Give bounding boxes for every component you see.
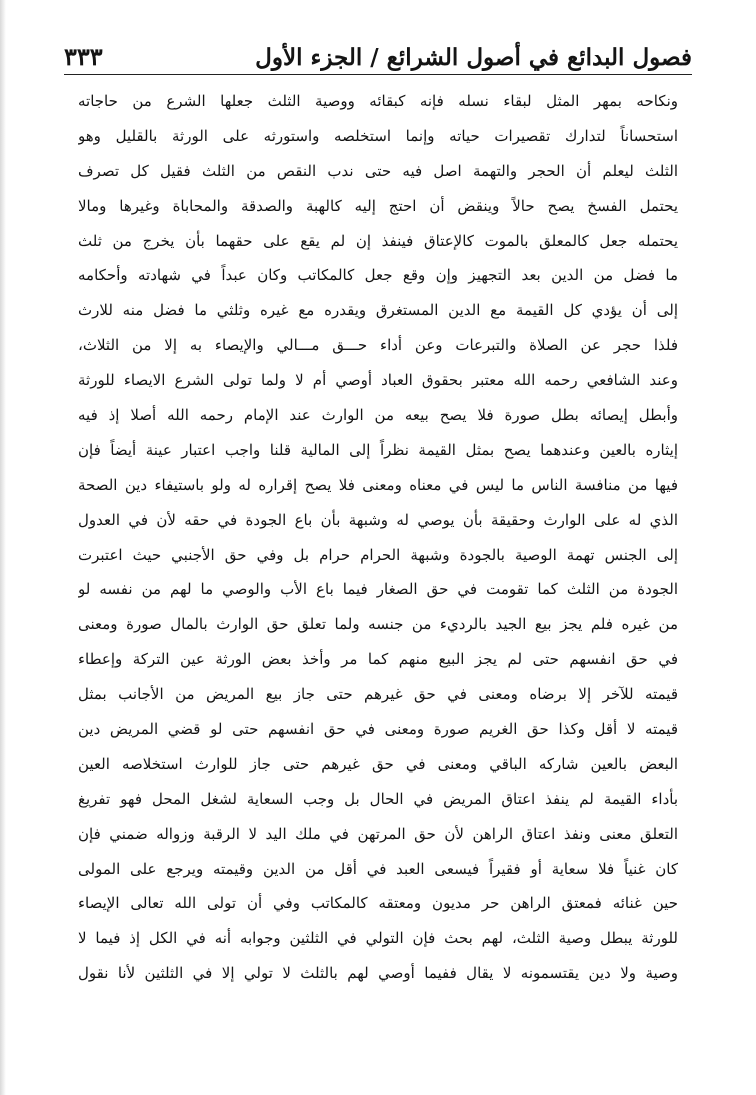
text-line: فلذا حجر عن الصلاة والتبرعات وعن أداء حـــق مـــالي والإيصاء به إلا من الثلاث، <box>78 336 678 355</box>
text-line: يحتمل الفسخ يصح حالاً وينقض أن احتج إليه كالهبة والصدقة والمحاباة وغيرها ومالا <box>78 196 678 215</box>
text-line: الذي له على الوارث وحقيقة بأن يوصي له وشبهة بأن باع الجودة في حقه لأن في العدول <box>78 510 678 529</box>
body-text <box>78 84 678 991</box>
page-header <box>64 28 692 72</box>
text-line: ونكاحه بمهر المثل لبقاء نسله فإنه كبقائه ووصية الثلث جعلها الشرع من حاجاته <box>78 92 678 110</box>
text-line: الثلث ليعلم أن الحجر والتهمة اصل فيه حتى ندب النقص من الثلث فقيل كل تصرف <box>78 161 678 180</box>
text-line: من غيره فلم يجز بيع الجيد بالرديء من جنسه ولما تعلق حق الوارث بالمال صورة ومعنى <box>78 615 678 634</box>
running-title: فصول البدائع في أصول الشرائع / الجزء الأول <box>255 44 692 72</box>
text-line: للورثة يبطل وصية الثلث، لهم بحث فإن التولي في الثلثين وجوابه أنه في الكل إذ فيما لا <box>78 929 678 948</box>
text-line: ما فضل من الدين بعد التجهيز وإن وقع جعل كالمكاتب وكان عبداً في شهادته وأحكامه <box>78 266 678 285</box>
text-line: بأداء القيمة لم ينفذ اعتاق المريض في الحال بل وجب السعاية لشغل المحل فهو تفريغ <box>78 789 678 808</box>
text-line: يحتمله جعل كالمعلق بالموت كالإعتاق فينفذ إن لم يقع على حقهما بأن يخرج من ثلث <box>78 231 678 250</box>
page-edge-shadow <box>0 0 6 1095</box>
text-line: إلى أن يؤدي كل القيمة مع الدين المستغرق ويقدره مع غيره وثلثي ما فضل منه للارث <box>78 301 678 320</box>
text-line: الجودة من الثلث كما تقومت في حق الصغار فيما باع الأب والوصي ما لهم من نفسه لو <box>78 580 678 599</box>
text-line: وأبطل إيصائه بطل صورة فلا يصح بيعه من الوارث عند الإمام رحمه الله أصلا إذ فيه <box>78 406 678 425</box>
text-line: كان غنياً فلا سعاية أو فقيراً فيسعى العبد في أقل من الدين وقيمته ويرجع على المولى <box>78 859 678 878</box>
text-line: حين غنائه فمعتق الراهن حر مديون ومعتقه كالمكاتب وفي أن تولى الله تعالى الإيصاء <box>78 894 678 913</box>
page-number: ٣٣٣ <box>64 42 103 72</box>
header-rule <box>64 74 692 75</box>
text-line: قيمته للآخر إلا برضاه ومعنى في حق غيرهم حتى جاز بيع المريض من الأجانب بمثل <box>78 685 678 704</box>
text-line: وعند الشافعي رحمه الله معتبر بحقوق العباد أوصي أم لا ولما تولى الشرع الايصاء للورثة <box>78 371 678 390</box>
text-line: إلى الجنس تهمة الوصية بالجودة وشبهة الحرام حرام بل وفي حق الأجنبي حيث اعتبرت <box>78 545 678 564</box>
text-line: البعض بالعين شاركه الباقي ومعنى في حق غيرهم حتى جاز للوارث استخلاصه العين <box>78 754 678 773</box>
text-line: وصية ولا دين يقتسمونه لا يقال ففيما أوصي لهم بالثلث لا تولي إلا في الثلثين لأنا نقول <box>78 964 678 983</box>
text-line: التعلق معنى ونفذ اعتاق الراهن لأن حق المرتهن في ملك اليد لا الرقبة وزواله ضمني فإن <box>78 824 678 843</box>
text-line: قيمته لا أقل وكذا حق الغريم صورة ومعنى في حق انفسهم حتى لو قضي المريض دين <box>78 720 678 739</box>
text-line: فيها من منافسة الناس ما ليس في معناه ومعنى فلا يصح إقراره له ولو باستيفاء دين الصحة <box>78 475 678 494</box>
text-line: إيثاره بالعين وعندهما يصح بمثل القيمة نظراً إلى المالية قلنا واجب اعتبار عينة أيضاً فإن <box>78 440 678 459</box>
text-line: استحساناً لتدارك تقصيرات حياته وإنما استخلصه واستورثه على الورثة بالقليل وهو <box>78 126 678 145</box>
text-line: في حق انفسهم حتى لم يجز البيع منهم كما مر وأخذ بعض الورثة عين التركة وإعطاء <box>78 650 678 669</box>
